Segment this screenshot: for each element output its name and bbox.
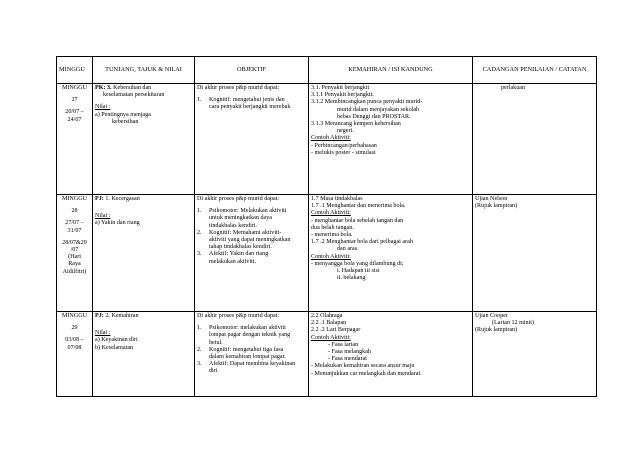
kemahiran-line: Contoh Aktiviti: (311, 135, 351, 142)
kemahiran-line: 1.7 .2 Menghantar bola dari pelbagai arah (311, 239, 413, 246)
cadangan-cell (473, 84, 597, 195)
kemahiran-line: 3.1.1 Penyakit berjangkit. (311, 92, 374, 99)
objektif-text: aktiviti yang dapat meningkatkan (209, 237, 291, 244)
kemahiran-line: - menyangga bola yang dilambung di; (311, 260, 404, 267)
kemahiran-line: 2.2 .2 Lari Berpagar (311, 327, 361, 334)
minggu-line: 29 (71, 325, 78, 332)
objektif-num: 1. (197, 97, 202, 104)
objektif-text: tahap tindakbalas kendiri. (209, 244, 272, 251)
header-tunjang: TUNJANG, TAJUK & NILAI (93, 57, 195, 84)
kemahiran-line: - Menunjukkan car melangkah dan mendarat. (311, 370, 422, 377)
minggu-line: 07/08 (67, 344, 82, 351)
minggu-line: Raya (68, 261, 81, 268)
cadangan-cell (473, 312, 597, 397)
kemahiran-line: - Fasa larian (328, 341, 359, 348)
kemahiran-line: 3.1.2 Membincangkan punca penyakit murid- (311, 99, 423, 106)
objektif-text: lompat pagar dengan teknik yang (209, 332, 291, 339)
nilai-item: b) Keselamatan (95, 344, 134, 351)
objektif-num: 2. (197, 346, 202, 353)
objektif-num: 3. (197, 361, 202, 368)
objektif-text: Psikomotor: melakukan aktiviti (209, 325, 286, 332)
kemahiran-line: 3.1.3 Merancang kempen kebersihan (311, 121, 401, 128)
minggu-cell (57, 84, 93, 195)
kemahiran-line: i. Hadapan iii sisi (337, 268, 380, 275)
tajuk-cell (93, 312, 195, 397)
objektif-intro: Di akhir proses p&p murid dapat: (197, 85, 280, 91)
minggu-line: 20/07 – (65, 109, 84, 116)
objektif-text: Kognitif: mengetahui jenis dan (209, 97, 285, 104)
objektif-cell (195, 312, 309, 397)
objektif-num: 1. (197, 208, 202, 215)
kemahiran-line: - Fasa mendarat (328, 356, 367, 363)
minggu-line: MINGGU (61, 313, 88, 319)
kemahiran-line: 3.1. Penyakit berjangkit (311, 85, 370, 91)
table-row (57, 312, 597, 397)
nilai-item: kebersihan (112, 118, 139, 125)
kemahiran-line: 2.2 Olahraga (311, 313, 343, 319)
minggu-cell (57, 312, 93, 397)
tajuk-title-cont: keselamatan persekitaran (103, 92, 165, 99)
kemahiran-cell (309, 195, 473, 312)
header-kemahiran: KEMAHIRAN / ISI KANDUNG (309, 57, 473, 84)
kemahiran-line: 2.2 .1 Balapan (311, 320, 347, 327)
objektif-num: 1. (197, 325, 202, 332)
kemahiran-line: Contoh Aktiviti: (311, 334, 351, 341)
tajuk-cell (93, 195, 195, 312)
cadangan-line: (Rujuk lampiran) (475, 203, 518, 210)
nilai-label: Nilai : (95, 104, 111, 111)
header-cadangan: CADANGAN PENILAIAN / CATATAN (473, 57, 597, 84)
kemahiran-line: ii. belakang (337, 275, 366, 282)
cadangan-cell (473, 195, 597, 312)
minggu-line: Aidilfitri) (62, 268, 87, 275)
minggu-line: 28/07&29 (62, 239, 87, 246)
objektif-cell (195, 84, 309, 195)
cadangan-line: perlakuan (501, 85, 526, 91)
objektif-intro: Di akhir proses p&p murid dapat: (197, 196, 280, 202)
objektif-text: cara penyakit berjangkit merebak (209, 104, 291, 111)
kemahiran-line: - menghantar bola sebelah tangan dan (311, 217, 404, 224)
objektif-cell (195, 195, 309, 312)
objektif-text: dalam kemahiran lompat pagar. (209, 354, 286, 361)
tajuk-title: 2. Kemahiran (105, 313, 139, 319)
objektif-text: melakukan aktiviti. (209, 258, 257, 265)
objektif-text: tindakbalas kendiri. (209, 222, 258, 229)
minggu-line: MINGGU (61, 85, 88, 91)
table-row (57, 84, 597, 195)
cadangan-line: (Rujuk lampiran) (475, 327, 518, 334)
objektif-num: 3. (197, 251, 202, 258)
objektif-text: Psikomotor: Melakukan aktiviti (209, 208, 287, 215)
tajuk-code: PK: 3. (95, 85, 112, 91)
kemahiran-line: - melukis poster - simulasi (311, 149, 376, 156)
nilai-label: Nilai : (95, 213, 111, 220)
objektif-text: Afektif: Yakin dan riang (209, 251, 269, 258)
kemahiran-line: 1.7 Masa tindakbalas (311, 196, 363, 202)
kemahiran-cell (309, 84, 473, 195)
tajuk-title: 1. Kecergasan (105, 196, 140, 202)
kemahiran-line: negeri. (337, 128, 354, 135)
nilai-item: a) Keyakinan diri (95, 337, 138, 344)
minggu-cell (57, 195, 93, 312)
objektif-num: 2. (197, 229, 202, 236)
objektif-text: Afektif: Dapat membina keyakinan (209, 361, 296, 368)
cadangan-line: (Larian 12 minit) (492, 320, 534, 327)
kemahiran-line: murid dalam menjayakan sekolah (337, 106, 420, 113)
minggu-line: 03/08 – (65, 337, 84, 344)
minggu-line: 31/07 (67, 227, 82, 234)
kemahiran-line: bebas Denggi dan PROSTAR. (337, 113, 411, 120)
minggu-line: (Hari (68, 254, 81, 261)
header-objektif: OBJEKTIF (195, 57, 309, 84)
objektif-intro: Di akhir proses p&p murid dapat: (197, 313, 280, 319)
header-minggu: MINGGU (57, 57, 93, 84)
objektif-text: betul. (209, 339, 223, 346)
cadangan-line: Ujian Nelson (475, 196, 508, 202)
tajuk-cell (93, 84, 195, 195)
minggu-line: /07 (70, 247, 79, 254)
header-row (57, 57, 597, 84)
kemahiran-line: - menerima bola. (311, 232, 353, 239)
nilai-item: a) Yakin dan riang (95, 220, 140, 227)
minggu-line: 27/07 – (65, 220, 84, 227)
tajuk-code: PJ: (95, 196, 104, 202)
minggu-line: 24/07 (67, 116, 82, 123)
nilai-label: Nilai : (95, 330, 111, 337)
kemahiran-line: dua belah tangan. (311, 224, 354, 231)
minggu-line: MINGGU (61, 196, 88, 202)
objektif-text: untuk meningkatkan daya (209, 215, 272, 222)
objektif-text: diri (209, 368, 218, 375)
table-row (57, 195, 597, 312)
cadangan-line: Ujian Cooper (475, 313, 509, 319)
kemahiran-cell (309, 312, 473, 397)
nilai-item: a) Pentingnya menjaga (95, 111, 151, 118)
kemahiran-line: - Perbincangan/perbahasan (311, 142, 377, 149)
lesson-plan-table (56, 56, 597, 397)
tajuk-title: Kebersihan dan (113, 85, 152, 91)
minggu-line: 27 (71, 97, 78, 104)
kemahiran-line: Contoh Aktiviti: (311, 210, 351, 217)
kemahiran-line: Contoh Aktiviti: (311, 253, 351, 260)
objektif-text: Kognitif: mengetahui tiga fasa (209, 346, 284, 353)
kemahiran-line: dan aras. (337, 246, 359, 253)
minggu-line: 28 (71, 208, 78, 215)
kemahiran-line: 1.7 .1 Menghantar dan menerima bola. (311, 203, 406, 210)
kemahiran-line: - Melakukan kemahiran secara ansur maju (311, 363, 415, 370)
tajuk-code: PJ: (95, 313, 104, 319)
objektif-text: Kognitif: Memahami aktiviti- (209, 229, 282, 236)
kemahiran-line: - Fasa melangkah (328, 349, 371, 356)
